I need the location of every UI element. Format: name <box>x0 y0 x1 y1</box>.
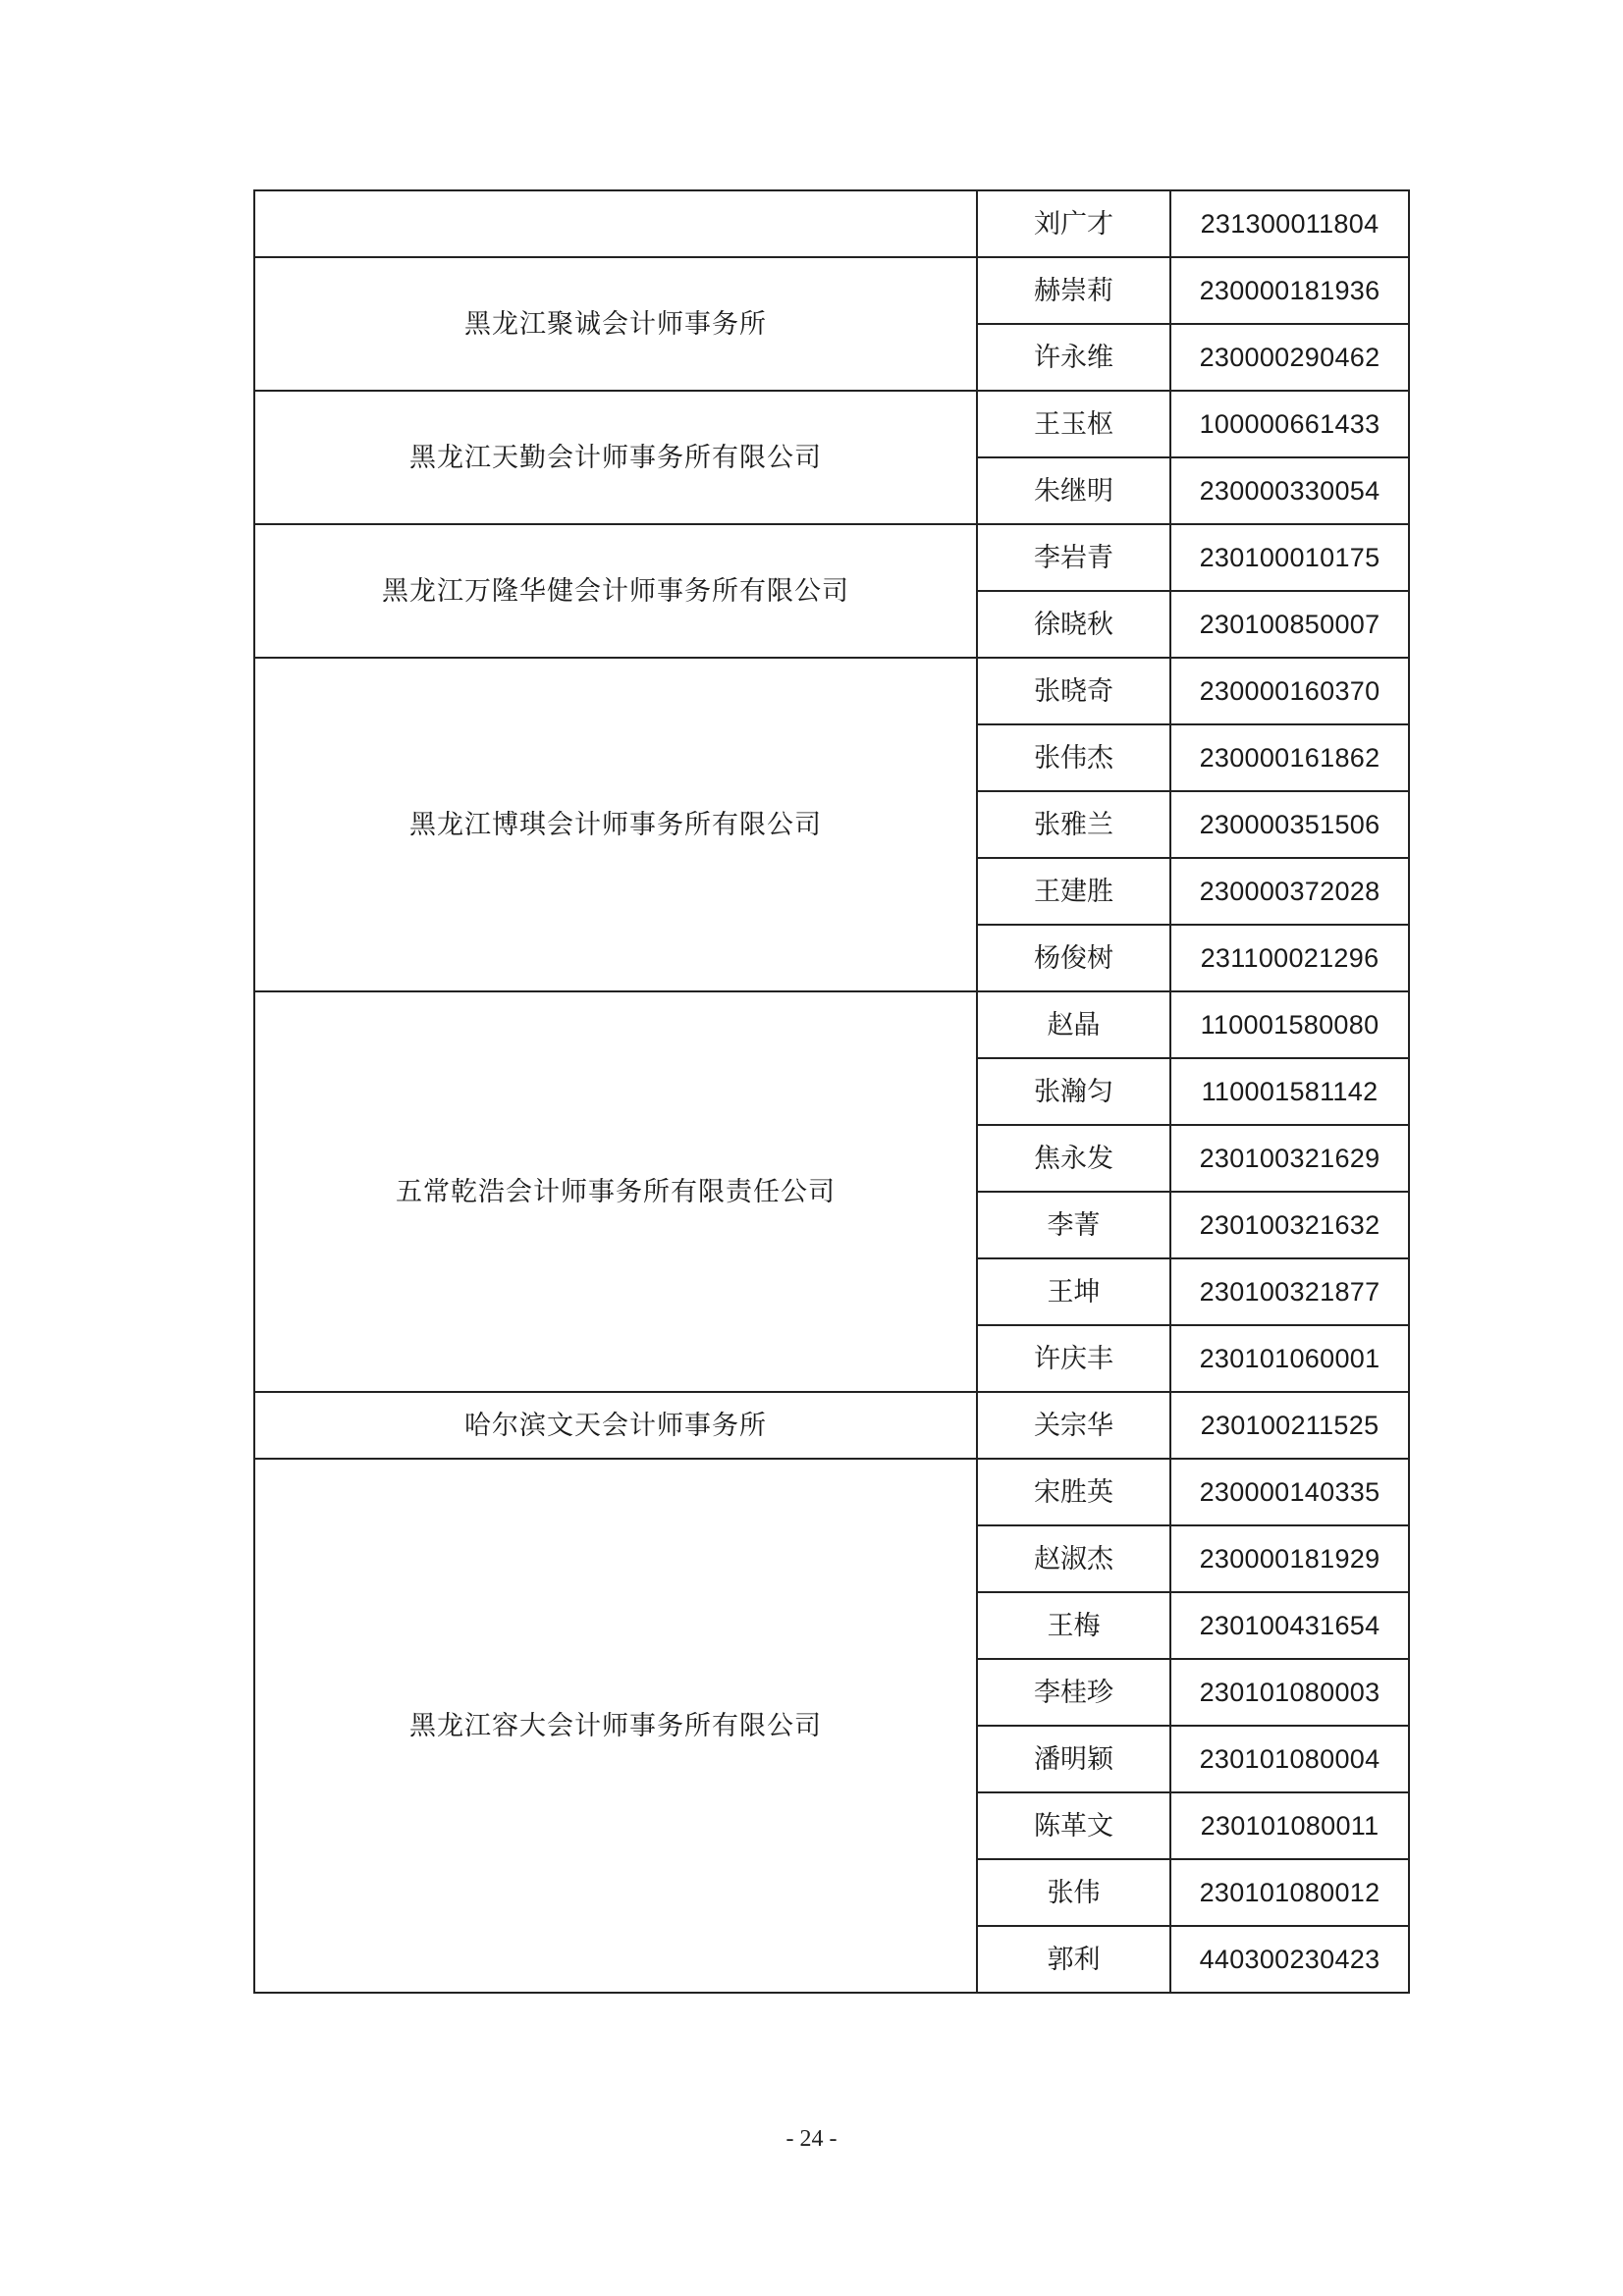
accountant-name-cell: 许庆丰 <box>977 1325 1170 1392</box>
accountant-name-cell: 赫崇莉 <box>977 257 1170 324</box>
certificate-number-cell: 230000160370 <box>1170 658 1409 724</box>
cpa-roster-table <box>253 189 1410 1994</box>
roster-body <box>254 190 1409 1993</box>
accountant-name-cell: 张雅兰 <box>977 791 1170 858</box>
certificate-number-cell: 230101080003 <box>1170 1659 1409 1726</box>
certificate-number-cell: 230000372028 <box>1170 858 1409 925</box>
certificate-number-cell: 231300011804 <box>1170 190 1409 257</box>
certificate-number-cell: 100000661433 <box>1170 391 1409 457</box>
firm-name-cell: 黑龙江聚诚会计师事务所 <box>254 257 977 391</box>
accountant-name-cell: 潘明颖 <box>977 1726 1170 1792</box>
accountant-name-cell: 张伟杰 <box>977 724 1170 791</box>
certificate-number-cell: 230000290462 <box>1170 324 1409 391</box>
certificate-number-cell: 230000181929 <box>1170 1525 1409 1592</box>
table-row <box>254 257 1409 324</box>
accountant-name-cell: 宋胜英 <box>977 1459 1170 1525</box>
certificate-number-cell: 110001580080 <box>1170 991 1409 1058</box>
accountant-name-cell: 王建胜 <box>977 858 1170 925</box>
accountant-name-cell: 王梅 <box>977 1592 1170 1659</box>
firm-name-cell: 黑龙江天勤会计师事务所有限公司 <box>254 391 977 524</box>
accountant-name-cell: 赵淑杰 <box>977 1525 1170 1592</box>
certificate-number-cell: 230101080004 <box>1170 1726 1409 1792</box>
firm-name-cell: 黑龙江容大会计师事务所有限公司 <box>254 1459 977 1993</box>
certificate-number-cell: 110001581142 <box>1170 1058 1409 1125</box>
certificate-number-cell: 230100850007 <box>1170 591 1409 658</box>
certificate-number-cell: 231100021296 <box>1170 925 1409 991</box>
certificate-number-cell: 230100321632 <box>1170 1192 1409 1258</box>
accountant-name-cell: 张瀚匀 <box>977 1058 1170 1125</box>
table-row <box>254 391 1409 457</box>
firm-name-cell: 五常乾浩会计师事务所有限责任公司 <box>254 991 977 1392</box>
certificate-number-cell: 230100431654 <box>1170 1592 1409 1659</box>
certificate-number-cell: 230000351506 <box>1170 791 1409 858</box>
certificate-number-cell: 230000330054 <box>1170 457 1409 524</box>
accountant-name-cell: 李桂珍 <box>977 1659 1170 1726</box>
certificate-number-cell: 230000140335 <box>1170 1459 1409 1525</box>
table-row <box>254 658 1409 724</box>
table-row <box>254 190 1409 257</box>
accountant-name-cell: 李岩青 <box>977 524 1170 591</box>
certificate-number-cell: 230100321877 <box>1170 1258 1409 1325</box>
certificate-number-cell: 230000181936 <box>1170 257 1409 324</box>
accountant-name-cell: 徐晓秋 <box>977 591 1170 658</box>
accountant-name-cell: 朱继明 <box>977 457 1170 524</box>
accountant-name-cell: 张晓奇 <box>977 658 1170 724</box>
certificate-number-cell: 230101080012 <box>1170 1859 1409 1926</box>
table-row <box>254 1392 1409 1459</box>
accountant-name-cell: 赵晶 <box>977 991 1170 1058</box>
accountant-name-cell: 陈革文 <box>977 1792 1170 1859</box>
firm-name-cell <box>254 190 977 257</box>
table-row <box>254 524 1409 591</box>
accountant-name-cell: 焦永发 <box>977 1125 1170 1192</box>
certificate-number-cell: 230000161862 <box>1170 724 1409 791</box>
certificate-number-cell: 230101060001 <box>1170 1325 1409 1392</box>
certificate-number-cell: 230101080011 <box>1170 1792 1409 1859</box>
page-number: - 24 - <box>785 2126 838 2152</box>
accountant-name-cell: 张伟 <box>977 1859 1170 1926</box>
accountant-name-cell: 李菁 <box>977 1192 1170 1258</box>
certificate-number-cell: 230100211525 <box>1170 1392 1409 1459</box>
firm-name-cell: 哈尔滨文天会计师事务所 <box>254 1392 977 1459</box>
accountant-name-cell: 刘广才 <box>977 190 1170 257</box>
accountant-name-cell: 许永维 <box>977 324 1170 391</box>
table-row <box>254 1459 1409 1525</box>
firm-name-cell: 黑龙江万隆华健会计师事务所有限公司 <box>254 524 977 658</box>
certificate-number-cell: 440300230423 <box>1170 1926 1409 1993</box>
accountant-name-cell: 王玉枢 <box>977 391 1170 457</box>
certificate-number-cell: 230100010175 <box>1170 524 1409 591</box>
table-row <box>254 991 1409 1058</box>
accountant-name-cell: 关宗华 <box>977 1392 1170 1459</box>
firm-name-cell: 黑龙江博琪会计师事务所有限公司 <box>254 658 977 991</box>
accountant-name-cell: 郭利 <box>977 1926 1170 1993</box>
accountant-name-cell: 王坤 <box>977 1258 1170 1325</box>
certificate-number-cell: 230100321629 <box>1170 1125 1409 1192</box>
accountant-name-cell: 杨俊树 <box>977 925 1170 991</box>
